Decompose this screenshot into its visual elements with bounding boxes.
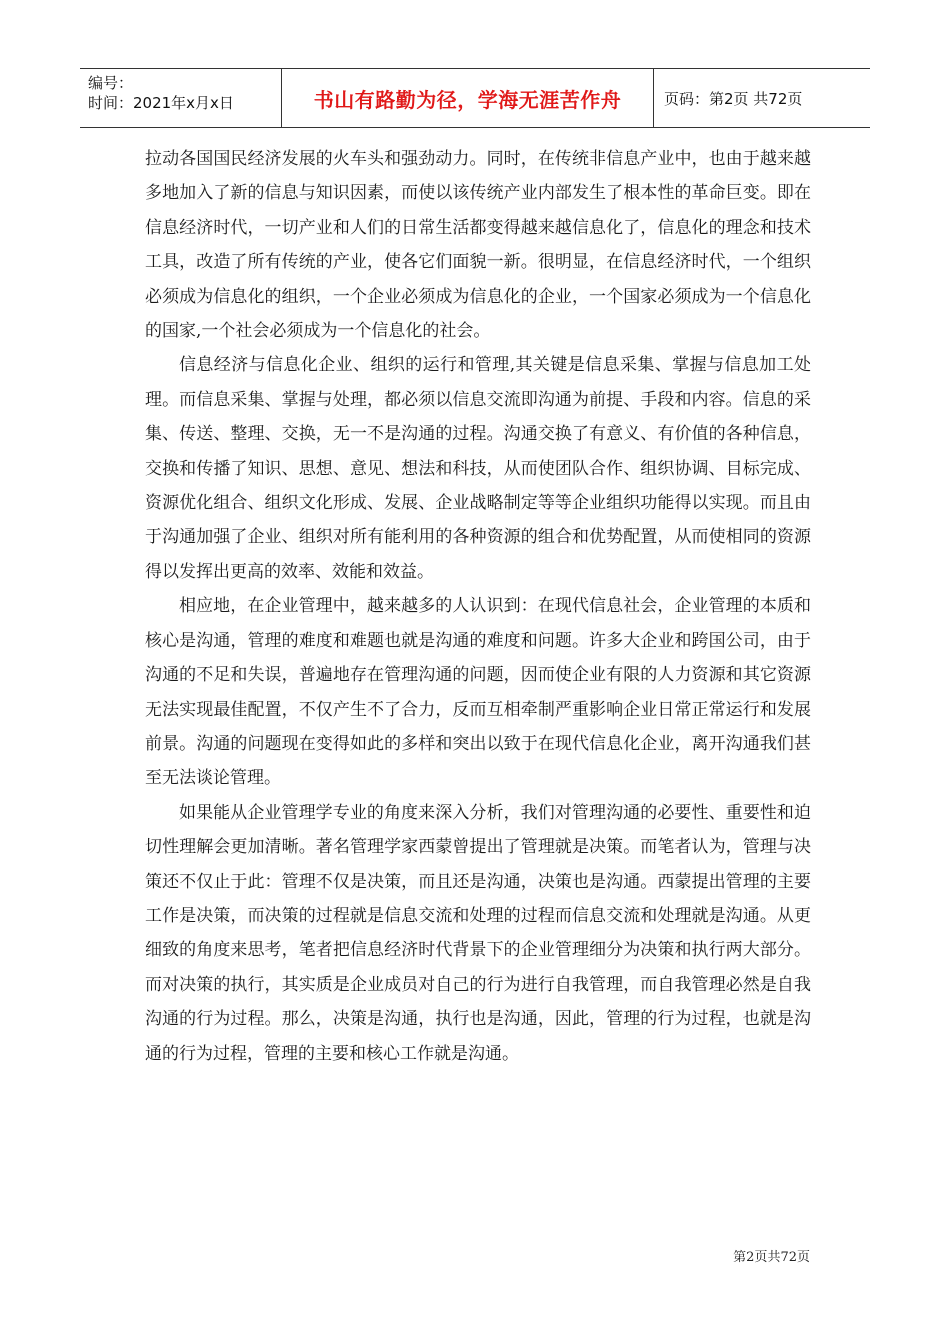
paragraph: 相应地，在企业管理中，越来越多的人认识到：在现代信息社会，企业管理的本质和核心是沟通，管理的难度和难题也就是沟通的难度和问题。许多大企业和跨国公司，由于沟通的不足和失误，普遍地存在管理沟通的问题，因而使企业有限的人力资源和其它资源无法实现最佳配置，不仅产生不了合力，反而互相牵制严重影响企业日常正常运行和发展前景。沟通的问题现在变得如此的多样和突出以致于在现代信息化企业，离开沟通我们甚至无法谈论管理。: [145, 596, 811, 789]
document-body: [145, 142, 811, 1071]
header-motto-cell: [282, 69, 654, 127]
page-footer: [700, 1246, 810, 1265]
document-date: 时间：2021年x月x日: [88, 94, 234, 112]
header-page-info: 页码：第2页 共72页: [664, 89, 803, 108]
header-page-info-cell: [654, 69, 870, 127]
paragraph: 如果能从企业管理学专业的角度来深入分析，我们对管理沟通的必要性、重要性和迫切性理解会更加清晰。著名管理学家西蒙曾提出了管理就是决策。而笔者认为，管理与决策还不仅止于此：管理不仅是决策，而且还是沟通，决策也是沟通。西蒙提出管理的主要工作是决策，而决策的过程就是信息交流和处理的过程而信息交流和处理就是沟通。从更细致的角度来思考，笔者把信息经济时代背景下的企业管理细分为决策和执行两大部分。而对决策的执行，其实质是企业成员对自己的行为进行自我管理，而自我管理必然是自我沟通的行为过程。那么，决策是沟通，执行也是沟通，因此，管理的行为过程，也就是沟通的行为过程，管理的主要和核心工作就是沟通。: [145, 802, 811, 1064]
header-motto: 书山有路勤为径，学海无涯苦作舟: [313, 87, 622, 112]
document-number-label: 编号：: [88, 74, 134, 92]
paragraph-continued: 拉动各国国民经济发展的火车头和强劲动力。同时，在传统非信息产业中，也由于越来越多地加入了新的信息与知识因素，而使以该传统产业内部发生了根本性的革命巨变。即在信息经济时代，一切产业和人们的日常生活都变得越来越信息化了，信息化的理念和技术工具，改造了所有传统的产业，使各它们面貌一新。很明显，在信息经济时代，一个组织必须成为信息化的组织，一个企业必须成为信息化的企业，一个国家必须成为一个信息化的国家,一个社会必须成为一个信息化的社会。: [145, 149, 811, 342]
footer-page-number: 第2页共72页: [733, 1250, 810, 1265]
page-header: [80, 68, 870, 128]
header-meta: [80, 69, 282, 127]
paragraph: 信息经济与信息化企业、组织的运行和管理,其关键是信息采集、掌握与信息加工处理。而信息采集、掌握与处理，都必须以信息交流即沟通为前提、手段和内容。信息的采集、传送、整理、交换，无一不是沟通的过程。沟通交换了有意义、有价值的各种信息，交换和传播了知识、思想、意见、想法和科技，从而使团队合作、组织协调、目标完成、资源优化组合、组织文化形成、发展、企业战略制定等等企业组织功能得以实现。而且由于沟通加强了企业、组织对所有能利用的各种资源的组合和优势配置，从而使相同的资源得以发挥出更高的效率、效能和效益。: [145, 355, 811, 582]
